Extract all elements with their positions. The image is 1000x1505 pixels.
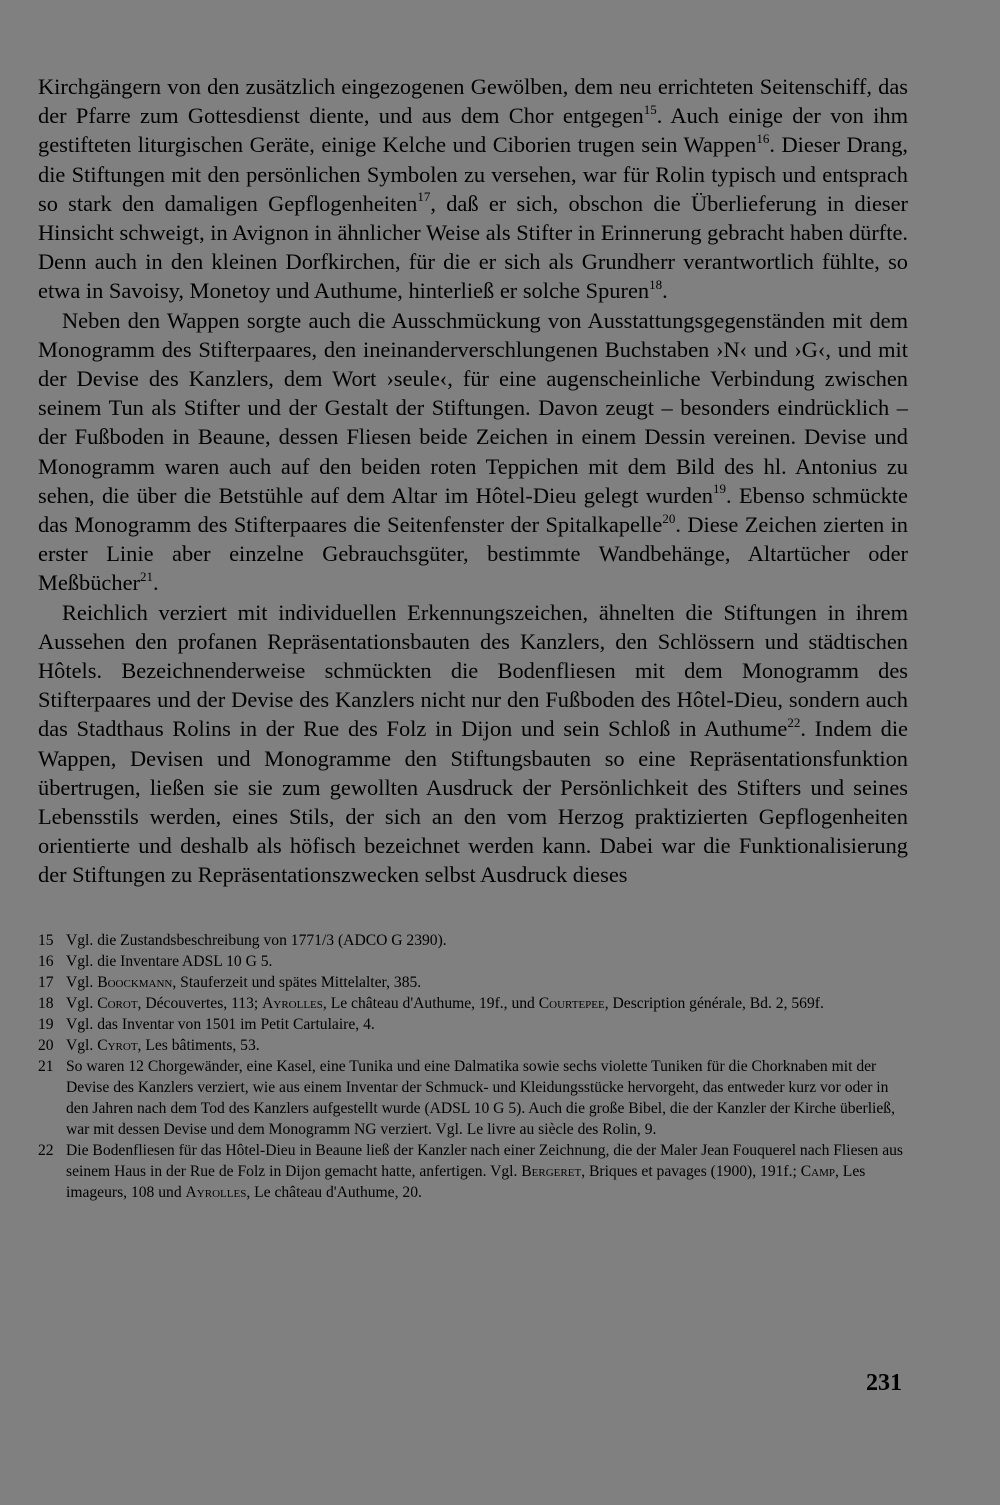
- text-run: Vgl.: [66, 973, 98, 991]
- text-run: Neben den Wappen sorgte auch die Ausschmückung von Ausstattungsgegenständen mit dem Monogramm des Stifterpaares, den ineinanderverschlungenen Buchstaben ›N‹ und ›G‹, und mit der Devise des Kanzlers, dem Wort ›seule‹, für eine augenscheinliche Verbindung zwischen seinem Tun als Stifter und der Gestalt der Stiftungen. Davon zeugt – besonders eindrücklich – der Fußboden in Beaune, dessen Fliesen beide Zeichen in einem Dessin vereinen. Devise und Monogramm waren auch auf den beiden roten Teppichen mit dem Bild des hl. Antonius zu sehen, die über die Betstühle auf dem Altar im Hôtel-Dieu gelegt wurden: [38, 307, 908, 508]
- paragraph-1: [38, 72, 908, 306]
- footnote-number: 22: [38, 1141, 54, 1159]
- footnote-ref-19: 19: [712, 481, 726, 497]
- text-run: Vgl. die Inventare ADSL 10 G 5.: [66, 952, 273, 970]
- author-name: Corot: [97, 994, 138, 1012]
- footnote-22: [38, 1140, 908, 1203]
- footnote-ref-21: 21: [139, 568, 153, 584]
- text-run: .: [152, 570, 159, 596]
- footnote-19: [38, 1014, 908, 1035]
- text-run: Reichlich verziert mit individuellen Erkennungszeichen, ähnelten die Stiftungen in ihrem Aussehen den profanen Repräsentationsbauten des Kanzlers, den Schlössern und städtischen Hôtels. Bezeichnenderweise schmückten die Bodenfliesen mit dem Monogramm des Stifterpaares und der Devise des Kanzlers nicht nur den Fußboden des Hôtel-Dieu, sondern auch das Stadthaus Rolins in der Rue des Folz in Dijon und sein Schloß in Authume: [38, 599, 908, 742]
- footnote-text: [66, 1014, 908, 1035]
- page-number: 231: [866, 1370, 902, 1396]
- paragraph-2: [38, 306, 908, 598]
- footnote-ref-18: 18: [649, 276, 663, 292]
- text-run: , Découvertes, 113;: [137, 994, 263, 1012]
- text-run: Vgl. die Zustandsbeschreibung von 1771/3 (ADCO G 2390).: [66, 931, 447, 949]
- footnote-15: [38, 930, 908, 951]
- text-run: . Ebenso schmückte das Monogramm des Stifterpaares die Seitenfenster der Spitalkapelle: [38, 482, 908, 538]
- text-run: Kirchgängern von den zusätzlich eingezogenen Gewölben, dem neu errichteten Seitenschiff, das der Pfarre zum Gottesdienst diente, und aus dem Chor entgegen: [38, 74, 908, 129]
- footnote-number: 17: [38, 973, 54, 991]
- footnote-number: 21: [38, 1057, 54, 1075]
- paragraph-3: [38, 598, 908, 890]
- text-run: So waren 12 Chorgewänder, eine Kasel, eine Tunika und eine Dalmatika sowie sechs violette Tuniken für die Chorknaben mit der Devise des Kanzlers verziert, wie aus einem Inventar der Schmuck- und Kleidungsstücke hervorgeht, das entweder kurz vor oder in den Jahren nach dem Tod des Kanzlers aufgestellt wurde (ADSL 10 G 5). Auch die große Bibel, die der Kanzler der Kirche überließ, war mit dessen Devise und dem Monogramm NG verziert. Vgl. Le livre au siècle des Rolin, 9.: [66, 1057, 895, 1138]
- text-run: Vgl.: [66, 994, 98, 1012]
- author-name: Ayrolles: [185, 1183, 247, 1201]
- footnote-number: 18: [38, 994, 54, 1012]
- footnote-text: [66, 1140, 908, 1203]
- footnote-number: 16: [38, 952, 54, 970]
- footnote-17: [38, 972, 908, 993]
- text-run: , Le château d'Authume, 20.: [246, 1183, 422, 1201]
- footnote-20: [38, 1035, 908, 1056]
- author-name: Ayrolles: [262, 994, 323, 1012]
- footnote-ref-16: 16: [756, 130, 770, 146]
- footnote-21: [38, 1056, 908, 1140]
- author-name: Bergeret: [521, 1162, 582, 1180]
- text-run: . Diese Zeichen zierten in erster Linie aber einzelne Gebrauchsgüter, bestimmte Wandbehänge, Altartücher oder Meßbücher: [38, 512, 908, 596]
- author-name: Boockmann: [97, 973, 173, 991]
- page-content: [38, 72, 908, 1203]
- footnote-text: [66, 1035, 908, 1056]
- text-run: , Stauferzeit und spätes Mittelalter, 385.: [172, 973, 422, 991]
- footnote-ref-22: 22: [787, 715, 801, 730]
- text-run: . Indem die Wappen, Devisen und Monogramme den Stiftungsbauten so eine Repräsentationsfunktion übertrugen, ließen sie sie zum gewollten Ausdruck der Persönlichkeit des Stifters und seines Lebensstils werden, eines Stils, der sich an den vom Herzog praktizierten Gepflogenheiten orientierte und deshalb als höfisch bezeichnet werden kann. Dabei war die Funktionalisierung der Stiftungen zu Repräsentationszwecken selbst Ausdruck dieses: [38, 716, 908, 888]
- text-run: Die Bodenfliesen für das Hôtel-Dieu in Beaune ließ der Kanzler nach einer Zeichnung, die der Maler Jean Fouquerel nach Fliesen aus seinem Haus in der Rue de Folz in Dijon gemacht hatte, anfertigen. Vgl.: [66, 1141, 903, 1180]
- text-run: Vgl. das Inventar von 1501 im Petit Cartulaire, 4.: [66, 1015, 375, 1033]
- body-text: [38, 72, 908, 890]
- text-run: , Le château d'Authume, 19f., und: [322, 994, 539, 1012]
- footnote-text: [66, 1056, 908, 1140]
- text-run: . Dieser Drang, die Stiftungen mit den persönlichen Symbolen zu versehen, war für Rolin typisch und entsprach so stark den damaligen Gepflogenheiten: [38, 132, 908, 216]
- text-run: Vgl.: [66, 1036, 98, 1054]
- footnote-number: 15: [38, 931, 54, 949]
- footnote-text: [66, 993, 908, 1014]
- footnote-number: 20: [38, 1036, 54, 1054]
- text-run: , Briques et pavages (1900), 191f.;: [581, 1162, 801, 1180]
- footnote-ref-20: 20: [662, 510, 676, 526]
- author-name: Camp: [800, 1162, 835, 1180]
- footnote-text: [66, 951, 908, 972]
- footnote-ref-17: 17: [417, 189, 431, 205]
- footnotes: [38, 930, 908, 1203]
- footnote-text: [66, 930, 908, 951]
- footnote-number: 19: [38, 1015, 54, 1033]
- text-run: , Les bâtiments, 53.: [137, 1036, 260, 1054]
- footnote-18: [38, 993, 908, 1014]
- footnote-16: [38, 951, 908, 972]
- text-run: .: [662, 278, 668, 304]
- footnote-ref-15: 15: [643, 101, 657, 117]
- author-name: Courtepee: [538, 994, 605, 1012]
- text-run: . Auch einige der von ihm gestifteten liturgischen Geräte, einige Kelche und Ciborien trugen sein Wappen: [38, 103, 908, 158]
- author-name: Cyrot: [97, 1036, 138, 1054]
- text-run: , Description générale, Bd. 2, 569f.: [604, 994, 824, 1012]
- footnote-text: [66, 972, 908, 993]
- text-run: , daß er sich, obschon die Überlieferung in dieser Hinsicht schweigt, in Avignon in ähnlicher Weise als Stifter in Erinnerung gebracht haben dürfte. Denn auch in den kleinen Dorfkirchen, für die er sich als Grundherr verantwortlich fühlte, so etwa in Savoisy, Monetoy und Authume, hinterließ er solche Spuren: [38, 190, 908, 304]
- text-run: , Les imageurs, 108 und: [66, 1162, 866, 1201]
